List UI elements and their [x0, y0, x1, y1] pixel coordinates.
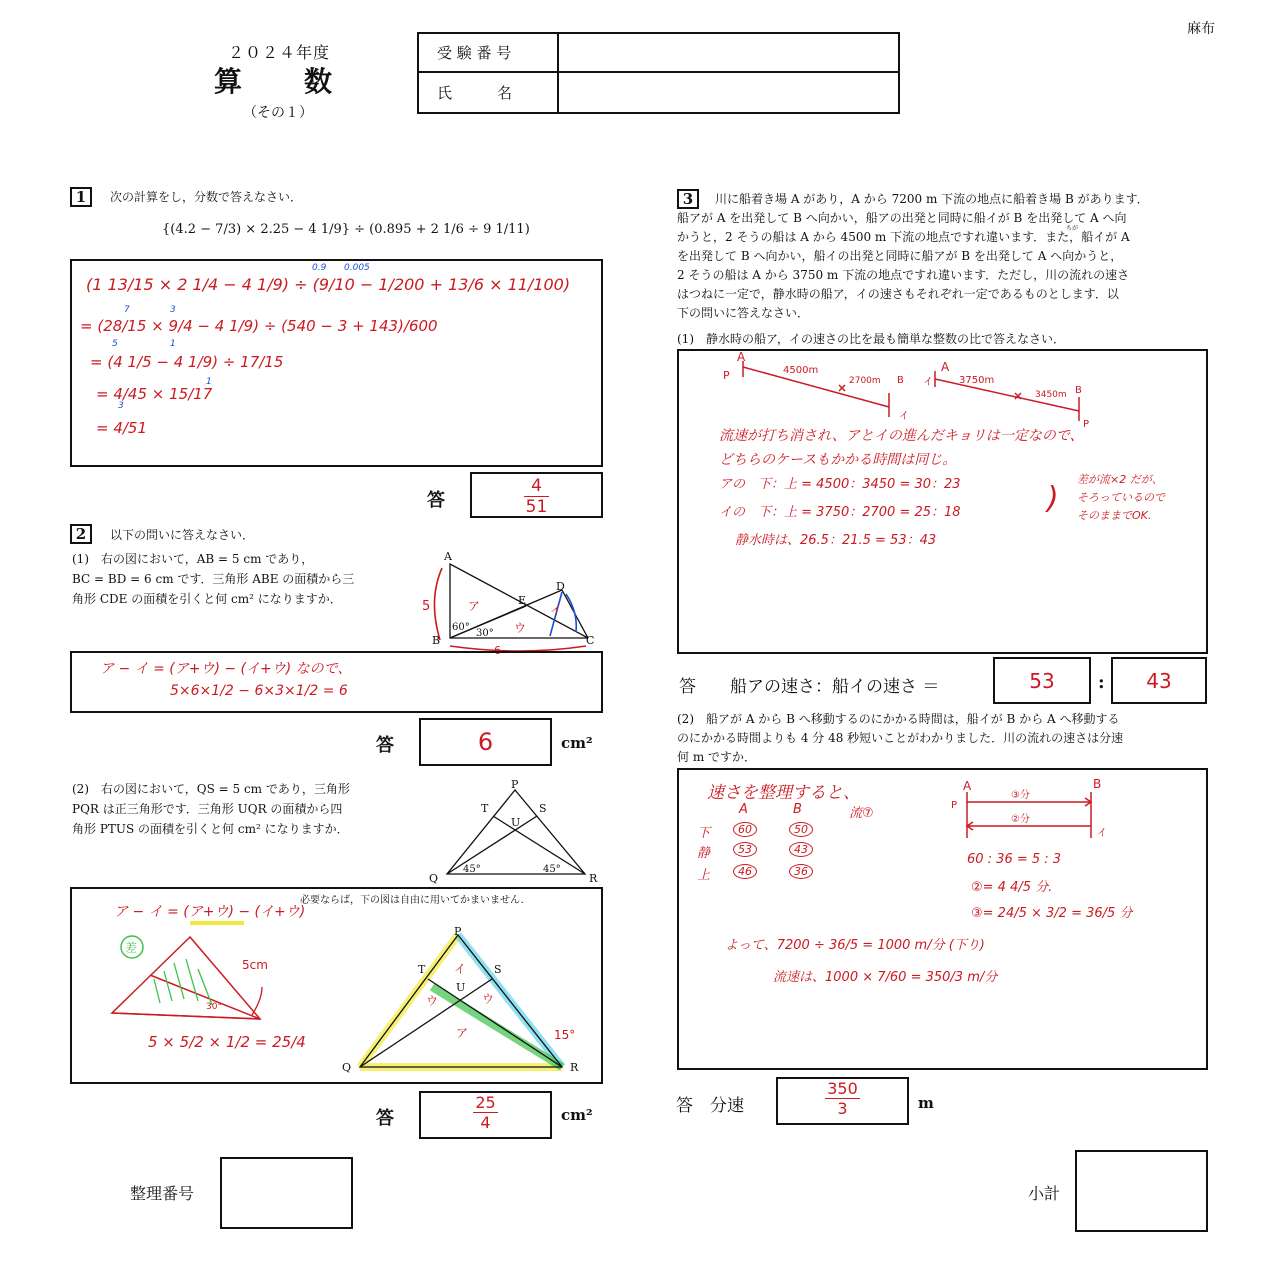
q3-sub2-row-1-label: 下: [697, 826, 711, 841]
fig2-label-t: T: [481, 802, 489, 815]
fig1-hw-5: 5: [422, 599, 431, 614]
fig2-label-q: Q: [429, 872, 439, 885]
q3-sub1-work-line-5: 静水時は、26.5：21.5 = 53：43: [735, 533, 937, 548]
q2-sub1-unit: cm²: [561, 734, 593, 752]
q3-line-3: かうと，2 そうの船は A から 4500 m 下流の地点ですれ違います．また，船イが A: [677, 230, 1130, 244]
subtotal-box[interactable]: [1075, 1150, 1208, 1232]
big-label-t: T: [418, 963, 426, 976]
fig1-hw-a: ア: [468, 599, 481, 613]
q3-sub1-work-line-3: アの 下：上 = 4500：3450 = 30：23: [719, 477, 961, 492]
big-hw-a: ア: [456, 1026, 469, 1040]
exam-number-field[interactable]: [561, 36, 896, 69]
q3-sub2-row-2-a: 53: [733, 842, 757, 857]
q1-work-line-1: (1 13/15 × 2 1/4 − 4 1/9) ÷ (9/10 − 1/200 + 13/6 × 11/100): [86, 275, 571, 294]
q1-work-line-5: = 4/51: [96, 419, 148, 437]
big-hw-15: 15°: [554, 1028, 576, 1042]
ref-number-box[interactable]: [220, 1157, 353, 1229]
fig2-label-u: U: [511, 816, 521, 829]
q3-sub1-answer-label: 答 船アの速さ：船イの速さ ＝: [679, 677, 940, 697]
name-label: 氏 名: [437, 84, 513, 102]
q3-sub2-row-3-label: 上: [697, 868, 711, 883]
q1-number: 1: [70, 187, 92, 207]
q3-side-note-2: そろっているので: [1077, 491, 1165, 504]
q3-line-4: を出発して B へ向かい，船イの出発と同時に船アが B を出発して A へ向かうと，: [677, 249, 1123, 263]
q2-sub2-work-line-1: ア − イ = (ア+ウ) − (イ+ウ): [114, 904, 306, 920]
fig2-angle-45-left: 45°: [463, 864, 481, 875]
q2-sub1-line-3: 角形 CDE の面積を引くと何 cm² になりますか．: [72, 592, 342, 606]
diag-a1: A: [737, 350, 746, 364]
q3-sub1-work-line-4: イの 下：上 = 3750：2700 = 25：18: [719, 505, 961, 520]
q3-sub1-work-line-2: どちらのケースもかかる時間は同じ。: [719, 452, 957, 468]
q1-note-1: 0.9: [312, 263, 327, 273]
q3-sub2-work-box[interactable]: [677, 768, 1208, 1070]
q1-note-3: 7: [124, 305, 130, 315]
diag-ki1: イ: [899, 411, 909, 422]
q3-sub1-colon: :: [1098, 672, 1105, 693]
q2-sub1-line-1: (1) 右の図において，AB = 5 cm であり，: [72, 552, 314, 566]
q2-sub1-work-line-1: ア − イ = (ア+ウ) − (イ+ウ) なので、: [100, 661, 352, 677]
q3-line-1: 川に船着き場 A があり，A から 7200 m 下流の地点に船着き場 B があります．: [715, 192, 1149, 206]
sketch-5cm: 5cm: [242, 958, 268, 972]
name-field[interactable]: [561, 75, 896, 110]
q2-sub2-line-1: (2) 右の図において，QS = 5 cm であり，三角形: [72, 782, 350, 796]
q1-answer-den: 51: [525, 497, 548, 517]
diag-a2: A: [941, 360, 950, 374]
q3-sub2-line-1: (2) 船アが A から B へ移動するのにかかる時間は，船イが B から A へ移動する: [677, 712, 1120, 726]
q3-sub2-answer-den: 3: [837, 1099, 848, 1118]
q1-instruction: 次の計算をし，分数で答えなさい．: [110, 190, 303, 204]
q3-number: 3: [677, 189, 699, 209]
fig2-label-p: P: [511, 778, 519, 791]
big-hw-u1: ウ: [426, 994, 439, 1008]
q3-sub1-answer-box-a[interactable]: [993, 657, 1091, 704]
q2-figure-1: [410, 552, 610, 662]
q1-note-4: 3: [170, 305, 176, 315]
q2-sub2-note: 必要ならば，下の図は自由に用いてかまいません．: [300, 895, 531, 906]
q3-sub2-row-2-label: 静: [697, 846, 711, 861]
fig1-angle-30: 30°: [476, 628, 494, 639]
q3-sub1-answer-a: 53: [1029, 669, 1055, 693]
big-label-p: P: [454, 925, 462, 938]
q2-figure-2: [425, 778, 605, 883]
diag-p1: P: [723, 369, 730, 382]
diag-d4: 3450m: [1035, 390, 1067, 400]
q2-sub1-answer-label: 答: [376, 735, 394, 756]
q3-sub2-answer-label: 答 分速: [676, 1096, 744, 1116]
q3-sub2-row-2-b: 43: [789, 842, 813, 857]
fig1-angle-60: 60°: [452, 622, 470, 633]
q3-sub2-line-3: 何 m ですか．: [677, 750, 757, 764]
diag-p2: イ: [923, 377, 933, 388]
q1-work-line-4: = 4/45 × 15/17: [96, 385, 213, 403]
q3-side-note-3: そのままでOK.: [1077, 509, 1152, 522]
q2-sub1-answer: 6: [477, 728, 494, 756]
q2-sub2-figure: [342, 925, 592, 1074]
q2-sub2-sketch: [102, 929, 302, 1039]
q2-sub2-work-line-2: 5 × 5/2 × 1/2 = 25/4: [148, 1033, 306, 1051]
q2-sub2-answer-den: 4: [480, 1113, 491, 1132]
segment-rt: [493, 816, 585, 874]
diag2-i: イ: [1097, 828, 1107, 839]
q3-sub2-answer-box[interactable]: [776, 1077, 909, 1125]
fig1-label-d: D: [556, 580, 565, 593]
segment-qs: [447, 816, 537, 874]
q3-brace: ): [1047, 481, 1059, 516]
q3-sub2-title: 速さを整理すると、: [707, 783, 860, 803]
fig1-hw-6: 6: [494, 644, 501, 657]
q3-sub1-work-line-1: 流速が打ち消され、アとイの進んだキョリは一定なので、: [719, 428, 1084, 444]
q2-sub2-work-box[interactable]: [70, 887, 603, 1084]
q3-sub2-row-3-a: 46: [733, 864, 757, 879]
q3-sub2-line-l4: 流速は、1000 × 7/60 = 350/3 m/分: [773, 970, 998, 985]
q2-sub1-work-line-2: 5×6×1/2 − 6×3×1/2 = 6: [170, 683, 348, 699]
q1-note-6: 1: [170, 339, 176, 349]
q2-sub2-answer-box[interactable]: [419, 1091, 552, 1139]
q1-note-5: 5: [112, 339, 118, 349]
q1-note-7: 1: [206, 377, 212, 387]
fig1-label-b: B: [432, 634, 441, 647]
q2-sub2-answer-num: 25: [475, 1093, 496, 1112]
fig2-angle-45-right: 45°: [543, 864, 561, 875]
diag-d3: 3750m: [959, 375, 995, 386]
mark-ab: [434, 568, 442, 640]
diag2-a: A: [963, 779, 972, 793]
q2-sub1-work-box[interactable]: [70, 651, 603, 713]
q3-line-7: 下の問いに答えなさい．: [677, 306, 810, 320]
diag2-b: B: [1093, 777, 1102, 791]
q3-sub1-diagram: [719, 350, 1119, 433]
q2-sub2-answer-label: 答: [376, 1108, 394, 1129]
q3-sub2-line-l2: ③= 24/5 × 3/2 = 36/5 分: [971, 906, 1133, 921]
big-hw-u2: ウ: [482, 992, 495, 1006]
q3-sub1-answer-b: 43: [1146, 669, 1172, 693]
q1-work-line-3: = (4 1/5 − 4 1/9) ÷ 17/15: [90, 353, 284, 371]
fig1-hw-u: ウ: [514, 621, 527, 635]
q1-answer-box[interactable]: [470, 472, 603, 518]
q3-sub2-line-2: のにかかる時間よりも 4 分 48 秒短いことがわかりました．川の流れの速さは分速: [677, 731, 1124, 745]
diag-b1: B: [897, 375, 904, 386]
exam-year: ２０２４年度: [228, 43, 331, 62]
subtotal-label: 小計: [1028, 1184, 1061, 1203]
q1-note-2: 0.005: [344, 263, 370, 273]
q1-note-8: 3: [118, 401, 124, 411]
q3-sub2-col-a: A: [739, 802, 748, 817]
q3-sub2-ratio: 60 : 36 = 5 : 3: [967, 852, 1062, 867]
diag2-seg2: ②分: [1011, 814, 1030, 825]
q3-sub1-answer-box-b[interactable]: [1111, 657, 1207, 704]
id-table: [417, 32, 900, 114]
diag2-p: P: [951, 800, 958, 811]
fig2-label-r: R: [589, 872, 598, 885]
big-label-q: Q: [342, 1061, 352, 1074]
q3-line-2: 船アが A を出発して B へ向かい，船アの出発と同時に船イが B を出発して A へ向: [677, 211, 1127, 225]
big-label-u: U: [456, 981, 466, 994]
diag2-seg1: ③分: [1011, 790, 1030, 801]
sketch-30: 30°: [206, 1002, 222, 1012]
diag-b2: B: [1075, 385, 1082, 396]
q3-sub2-col-b: B: [793, 802, 802, 817]
q2-sub1-line-2: BC = BD = 6 cm です．三角形 ABE の面積から三: [72, 572, 355, 586]
q3-sub1-text: (1) 静水時の船ア，イの速さの比を最も簡単な整数の比で答えなさい．: [677, 332, 1066, 346]
school-name: 麻布: [1187, 21, 1215, 37]
fig1-label-a: A: [444, 550, 452, 563]
q1-expression: {(4.2 − 7/3) × 2.25 − 4 1/9} ÷ (0.895 + 2 1/6 ÷ 9 1/11): [162, 222, 530, 237]
big-hw-i: イ: [454, 962, 467, 976]
q3-sub2-answer-num: 350: [827, 1079, 858, 1098]
q3-ruby: ちが: [1066, 225, 1079, 232]
highlight-bar: [190, 921, 244, 925]
q3-sub2-flow: 流⑦: [849, 806, 874, 821]
fig2-label-s: S: [539, 802, 547, 815]
q1-work-line-2: = (28/15 × 9/4 − 4 1/9) ÷ (540 − 3 + 143)/600: [80, 317, 438, 335]
q3-sub2-row-3-b: 36: [789, 864, 813, 879]
q3-side-note-1: 差が流×2 だが、: [1077, 473, 1163, 486]
q2-sub2-unit: cm²: [561, 1106, 593, 1124]
q3-line-6: はつねに一定で，静水時の船ア，イの速さもそれぞれ一定であるものとします．以: [677, 287, 1119, 301]
part-label: （その１）: [243, 105, 313, 121]
q3-sub1-work-box[interactable]: [677, 349, 1208, 654]
big-label-s: S: [494, 963, 502, 976]
q1-work-box[interactable]: [70, 259, 603, 467]
subject-title: 算 数: [214, 65, 335, 98]
q3-sub2-row-1-b: 50: [789, 822, 813, 837]
diag-p3: P: [1083, 419, 1090, 430]
q3-sub2-row-1-a: 60: [733, 822, 757, 837]
ref-number-label: 整理番号: [130, 1184, 195, 1203]
fig1-label-c: C: [586, 634, 595, 647]
q3-sub2-line-l3: よって、7200 ÷ 36/5 = 1000 m/分 (下り): [725, 938, 985, 953]
q2-instruction: 以下の問いに答えなさい．: [110, 528, 255, 542]
q2-number: 2: [70, 524, 92, 544]
q1-answer-label: 答: [427, 490, 445, 511]
fig1-label-e: E: [518, 594, 527, 607]
q3-sub2-unit: m: [918, 1094, 934, 1112]
fig1-hw-i: イ: [550, 603, 563, 617]
q3-sub2-line-l1: ②= 4 4/5 分.: [971, 880, 1053, 895]
q2-sub2-line-2: PQR は正三角形です．三角形 UQR の面積から四: [72, 802, 343, 816]
q1-answer-num: 4: [524, 476, 550, 497]
big-label-r: R: [570, 1061, 579, 1074]
exam-number-label: 受 験 番 号: [437, 44, 512, 62]
q2-sub2-line-3: 角形 PTUS の面積を引くと何 cm² になりますか．: [72, 822, 349, 836]
diag-d1: 4500m: [783, 365, 819, 376]
q3-sub2-diagram: [947, 777, 1117, 850]
diag-d2: 2700m: [849, 376, 881, 386]
q3-line-5: 2 そうの船は A から 3750 m 下流の地点ですれ違います．ただし，川の流れの速さ: [677, 268, 1130, 282]
q2-sub1-answer-box[interactable]: [419, 718, 552, 766]
sketch-diff: 差: [125, 941, 138, 955]
